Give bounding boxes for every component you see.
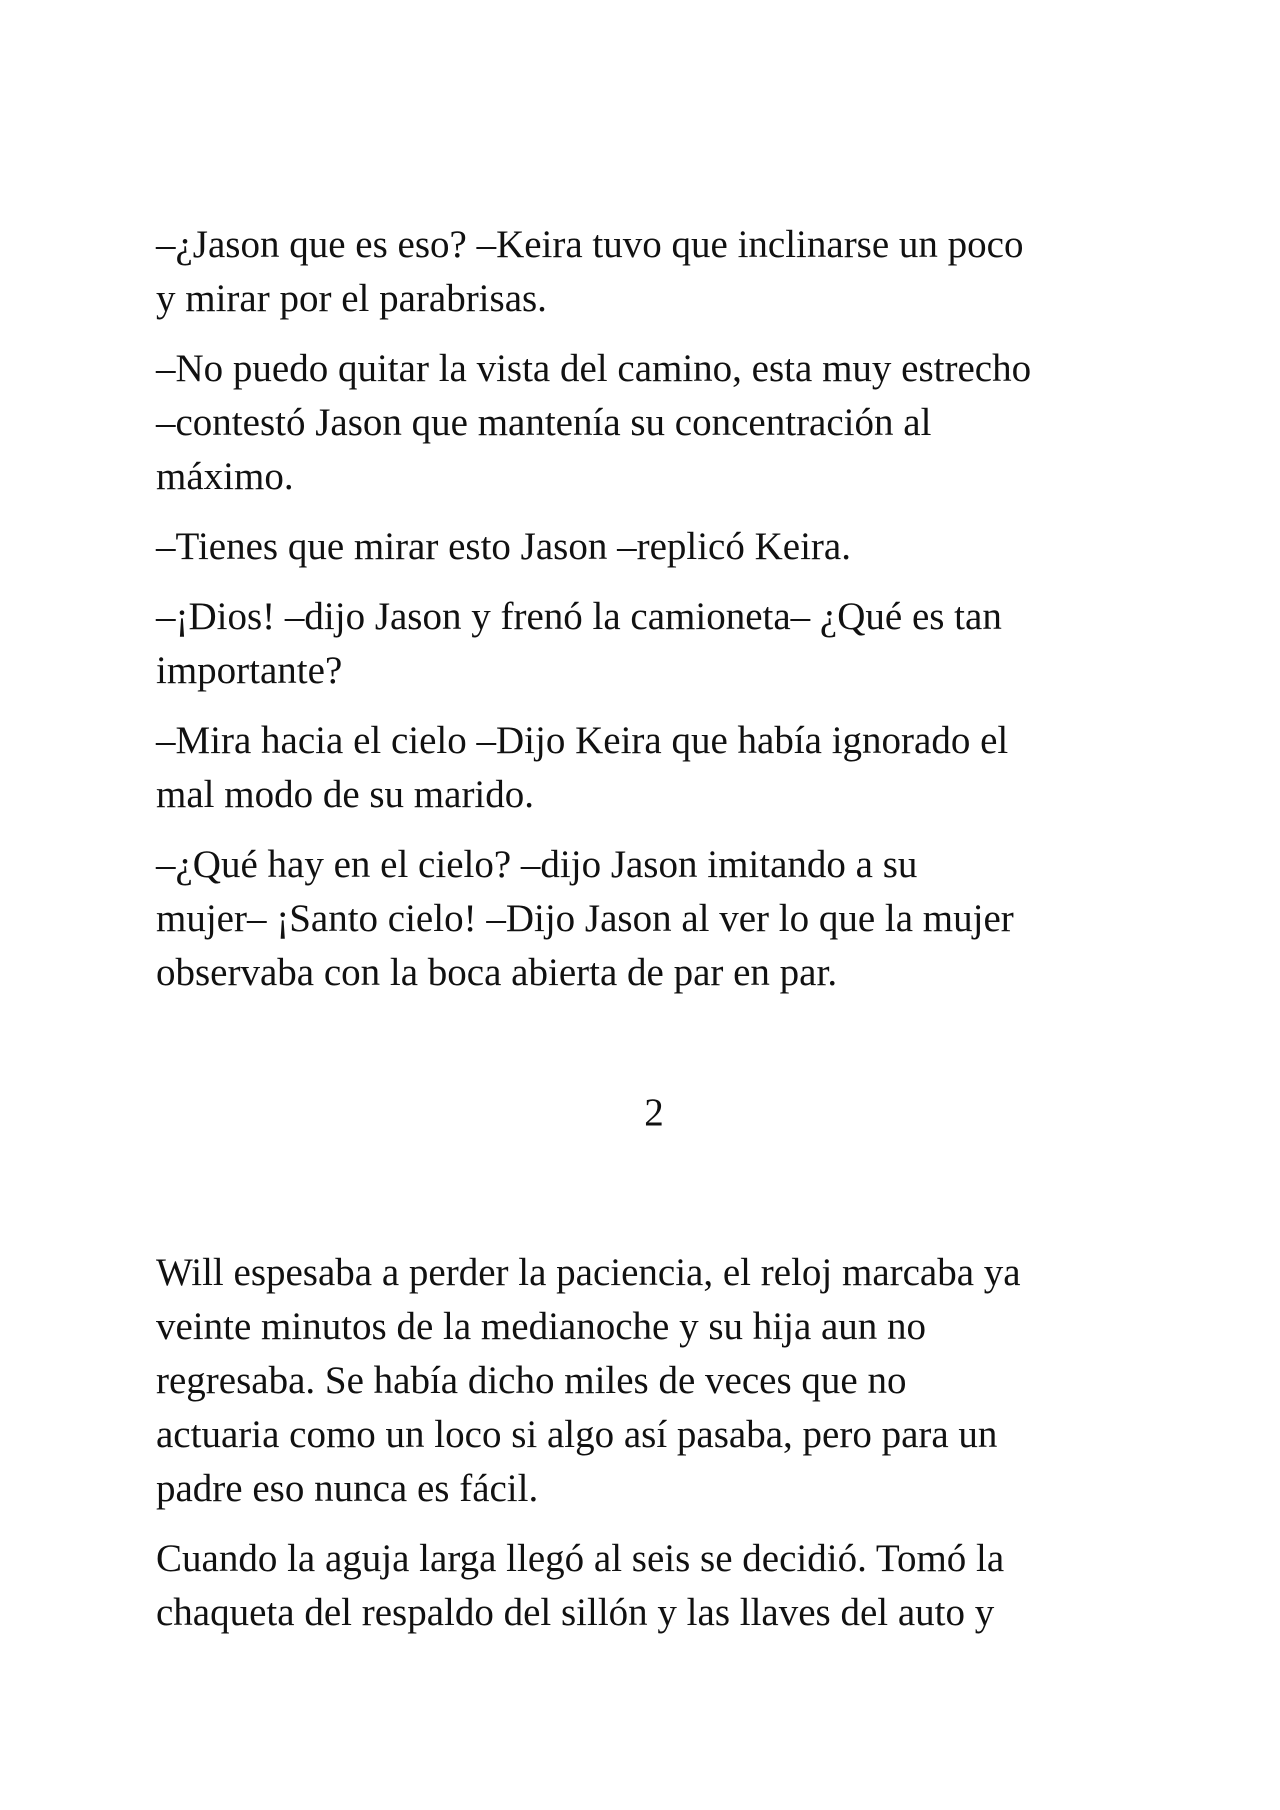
text-line: –Mira hacia el cielo –Dijo Keira que había ignorado el <box>156 719 1009 762</box>
text-line: máximo. <box>156 455 294 498</box>
text-line: mal modo de su marido. <box>156 773 535 816</box>
text-line: –Tienes que mirar esto Jason –replicó Keira. <box>156 525 851 568</box>
text-line: Will espesaba a perder la paciencia, el reloj marcaba ya <box>156 1251 1021 1294</box>
text-line: –¿Qué hay en el cielo? –dijo Jason imitando a su <box>156 843 918 886</box>
text-line: –¡Dios! –dijo Jason y frenó la camioneta– ¿Qué es tan <box>156 595 1002 638</box>
text-line: observaba con la boca abierta de par en par. <box>156 951 838 994</box>
text-line: –contestó Jason que mantenía su concentración al <box>156 401 932 444</box>
paragraph <box>156 342 1136 504</box>
text-line: importante? <box>156 649 343 692</box>
text-line: chaqueta del respaldo del sillón y las llaves del auto y <box>156 1591 995 1634</box>
paragraph <box>156 218 1136 326</box>
text-line: regresaba. Se había dicho miles de veces que no <box>156 1359 907 1402</box>
paragraph <box>156 838 1136 1000</box>
paragraph <box>156 1246 1136 1516</box>
section-dialogue <box>156 218 1136 1000</box>
paragraph <box>156 1532 1136 1640</box>
paragraph <box>156 714 1136 822</box>
text-line: actuaria como un loco si algo así pasaba, pero para un <box>156 1413 998 1456</box>
text-line: Cuando la aguja larga llegó al seis se decidió. Tomó la <box>156 1537 1005 1580</box>
chapter-number: 2 <box>644 1091 664 1134</box>
paragraph <box>156 590 1136 698</box>
text-line: veinte minutos de la medianoche y su hija aun no <box>156 1305 927 1348</box>
paragraph <box>156 520 1136 574</box>
text-line: mujer– ¡Santo cielo! –Dijo Jason al ver lo que la mujer <box>156 897 1014 940</box>
book-page <box>156 218 1136 1656</box>
text-line: –No puedo quitar la vista del camino, esta muy estrecho <box>156 347 1032 390</box>
text-line: padre eso nunca es fácil. <box>156 1467 539 1510</box>
text-line: –¿Jason que es eso? –Keira tuvo que inclinarse un poco <box>156 223 1024 266</box>
text-line: y mirar por el parabrisas. <box>156 277 547 320</box>
section-chapter-text <box>156 1246 1136 1640</box>
